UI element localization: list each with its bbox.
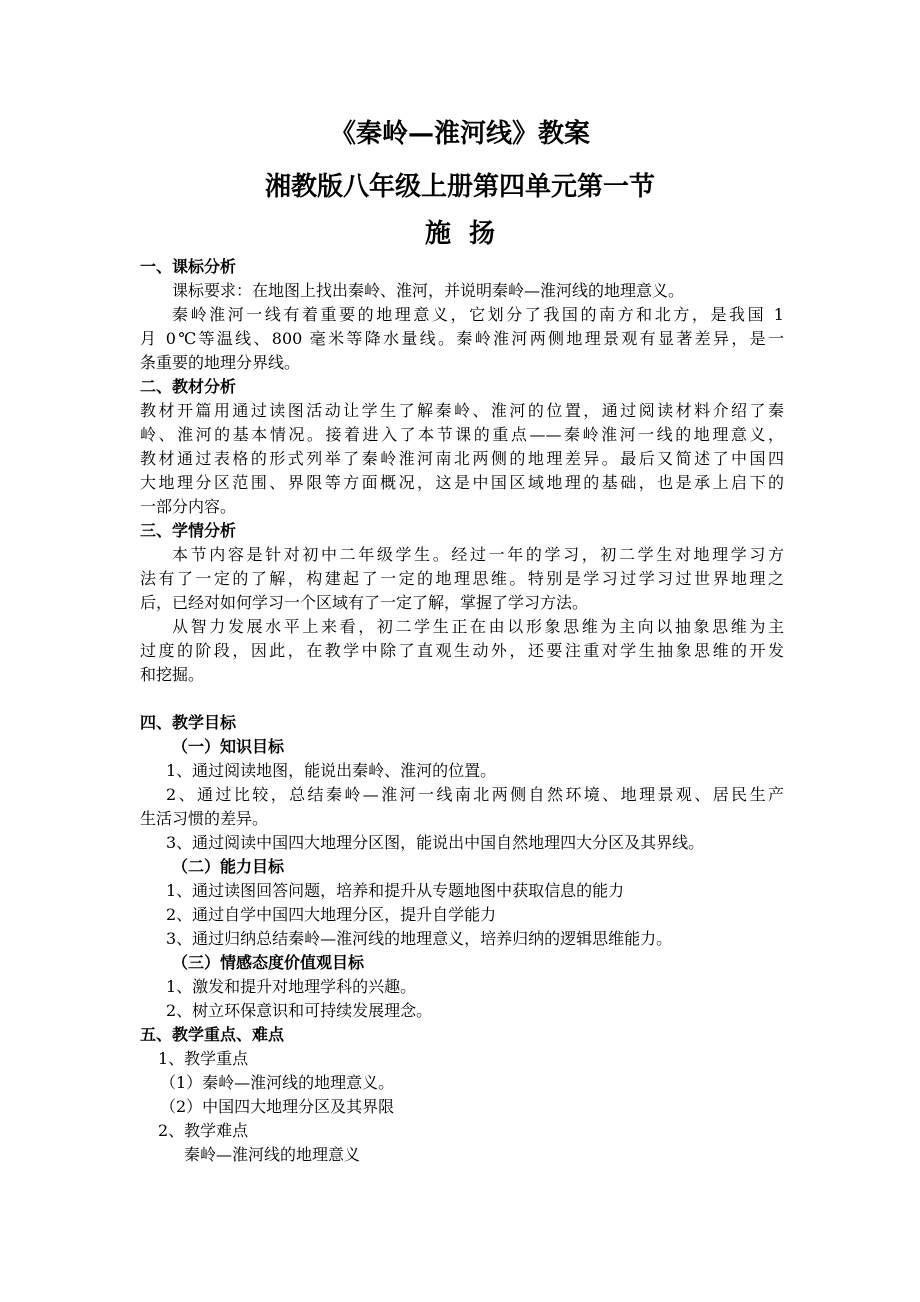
paragraph-line: 和挖掘。 — [140, 665, 205, 684]
paragraph-line: 月 0℃等温线、800 毫米等降水量线。秦岭淮河两侧地理景观有显著差异，是一 — [140, 329, 784, 348]
paragraph-line: 法有了一定的了解，构建起了一定的地理思维。特别是学习过学习过世界地理之 — [140, 569, 784, 588]
key-point-item: （2）中国四大地理分区及其界限 — [160, 1097, 395, 1116]
objective-item: 2、通过比较，总结秦岭—淮河一线南北两侧自然环境、地理景观、居民生产 — [166, 785, 784, 804]
objective-item: 1、激发和提升对地理学科的兴趣。 — [166, 977, 417, 996]
paragraph-line: 从智力发展水平上来看，初二学生正在由以形象思维为主向以抽象思维为主 — [172, 617, 784, 636]
document-title: 《秦岭—淮河线》教案 — [329, 119, 590, 149]
blank-line — [140, 687, 784, 711]
document-author: 施扬 — [424, 219, 513, 249]
subsection-heading-attitude: （三）情感态度价值观目标 — [172, 953, 365, 972]
paragraph-line: 秦岭淮河一线有着重要的地理意义，它划分了我国的南方和北方，是我国 1 — [172, 305, 784, 324]
paragraph-line: 条重要的地理分界线。 — [140, 353, 301, 372]
difficulty-label: 2、教学难点 — [158, 1121, 249, 1140]
key-point-label: 1、教学重点 — [158, 1049, 249, 1068]
document-body — [140, 255, 784, 1167]
objective-item: 1、通过阅读地图，能说出秦岭、淮河的位置。 — [166, 761, 497, 780]
objective-item: 1、通过读图回答问题，培养和提升从专题地图中获取信息的能力 — [166, 881, 625, 900]
section-heading-objectives: 四、教学目标 — [140, 713, 237, 732]
section-heading-learners: 三、学情分析 — [140, 521, 237, 540]
section-heading-textbook: 二、教材分析 — [140, 377, 237, 396]
paragraph-line: 后，已经对如何学习一个区域有了一定了解，掌握了学习方法。 — [140, 593, 589, 612]
section-heading-key-points: 五、教学重点、难点 — [140, 1025, 285, 1044]
objective-item: 2、通过自学中国四大地理分区，提升自学能力 — [166, 905, 497, 924]
key-point-item: （1）秦岭—淮河线的地理意义。 — [160, 1073, 395, 1092]
paragraph-line: 课标要求：在地图上找出秦岭、淮河，并说明秦岭—淮河线的地理意义。 — [172, 281, 685, 300]
objective-item: 2、树立环保意识和可持续发展理念。 — [166, 1001, 433, 1020]
paragraph-line: 大地理分区范围、界限等方面概况，这是中国区域地理的基础，也是承上启下的 — [140, 473, 784, 492]
paragraph-line: 教材通过表格的形式列举了秦岭淮河南北两侧的地理差异。最后又简述了中国四 — [140, 449, 784, 468]
objective-item: 3、通过归纳总结秦岭—淮河线的地理意义，培养归纳的逻辑思维能力。 — [166, 929, 673, 948]
objective-item: 3、通过阅读中国四大地理分区图，能说出中国自然地理四大分区及其界线。 — [166, 833, 705, 852]
paragraph-line: 岭、淮河的基本情况。接着进入了本节课的重点——秦岭淮河一线的地理意义， — [140, 425, 784, 444]
paragraph-line: 教材开篇用通过读图活动让学生了解秦岭、淮河的位置，通过阅读材料介绍了秦 — [140, 401, 784, 420]
paragraph-line: 过度的阶段，因此，在教学中除了直观生动外，还要注重对学生抽象思维的开发 — [140, 641, 784, 660]
paragraph-line: 一部分内容。 — [140, 497, 237, 516]
paragraph-line: 本节内容是针对初中二年级学生。经过一年的学习，初二学生对地理学习方 — [172, 545, 784, 564]
difficulty-item: 秦岭—淮河线的地理意义 — [184, 1145, 361, 1164]
subsection-heading-ability: （二）能力目标 — [172, 857, 285, 876]
objective-item-continued: 生活习惯的差异。 — [140, 809, 269, 828]
section-heading-curriculum: 一、课标分析 — [140, 257, 237, 276]
document-subtitle: 湘教版八年级上册第四单元第一节 — [264, 172, 655, 202]
subsection-heading-knowledge: （一）知识目标 — [172, 737, 285, 756]
